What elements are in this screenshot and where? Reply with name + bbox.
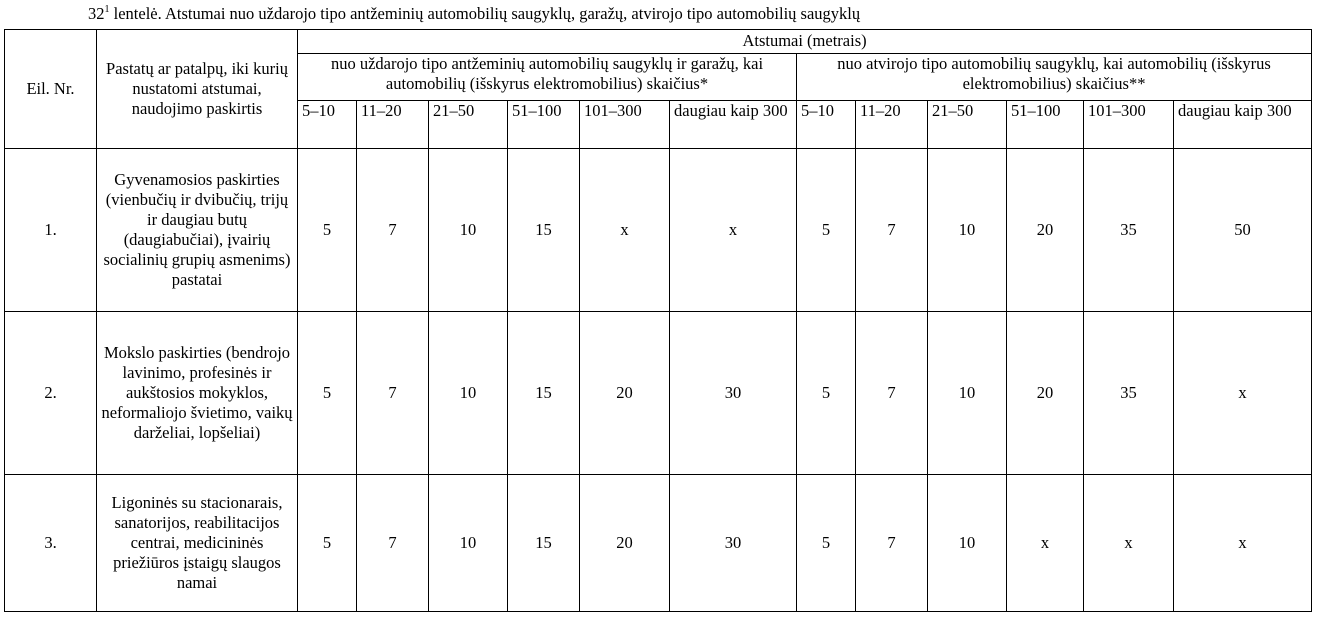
header-open-range: 5–10 bbox=[797, 101, 856, 149]
closed-value: x bbox=[670, 149, 797, 312]
table-row bbox=[5, 475, 1312, 612]
open-value: 35 bbox=[1084, 149, 1174, 312]
header-eil-nr: Eil. Nr. bbox=[5, 30, 97, 149]
closed-value: 10 bbox=[429, 312, 508, 475]
header-open-range: 11–20 bbox=[856, 101, 928, 149]
open-value: 10 bbox=[928, 312, 1007, 475]
closed-value: 5 bbox=[298, 312, 357, 475]
closed-value: 7 bbox=[357, 475, 429, 612]
header-closed-range: 21–50 bbox=[429, 101, 508, 149]
open-value: x bbox=[1007, 475, 1084, 612]
caption-text: lentelė. Atstumai nuo uždarojo tipo antžeminių automobilių saugyklų, garažų, atvirojo tipo automobilių saugyklų bbox=[109, 4, 861, 23]
table-row bbox=[5, 312, 1312, 475]
open-value: 7 bbox=[856, 475, 928, 612]
open-value: 35 bbox=[1084, 312, 1174, 475]
row-number: 2. bbox=[5, 312, 97, 475]
header-closed-group: nuo uždarojo tipo antžeminių automobilių saugyklų ir garažų, kai automobilių (išskyrus elektromobilius) skaičius* bbox=[298, 54, 797, 101]
caption-number: 32 bbox=[88, 4, 105, 23]
row-number: 1. bbox=[5, 149, 97, 312]
open-value: 20 bbox=[1007, 312, 1084, 475]
header-open-range: 21–50 bbox=[928, 101, 1007, 149]
header-open-range: 101–300 bbox=[1084, 101, 1174, 149]
closed-value: 10 bbox=[429, 475, 508, 612]
row-object: Ligoninės su stacionarais, sanatorijos, reabilitacijos centrai, medicininės priežiūros įstaigų slaugos namai bbox=[97, 475, 298, 612]
closed-value: 30 bbox=[670, 475, 797, 612]
open-value: x bbox=[1174, 475, 1312, 612]
closed-value: 7 bbox=[357, 312, 429, 475]
table-row bbox=[5, 149, 1312, 312]
closed-value: 5 bbox=[298, 149, 357, 312]
header-open-range: daugiau kaip 300 bbox=[1174, 101, 1312, 149]
open-value: 5 bbox=[797, 149, 856, 312]
open-value: 7 bbox=[856, 149, 928, 312]
header-distances: Atstumai (metrais) bbox=[298, 30, 1312, 54]
row-object: Mokslo paskirties (bendrojo lavinimo, profesinės ir aukštosios mokyklos, neformaliojo švietimo, vaikų darželiai, lopšeliai) bbox=[97, 312, 298, 475]
closed-value: 15 bbox=[508, 149, 580, 312]
open-value: 20 bbox=[1007, 149, 1084, 312]
closed-value: 20 bbox=[580, 475, 670, 612]
open-value: 10 bbox=[928, 149, 1007, 312]
closed-value: x bbox=[580, 149, 670, 312]
closed-value: 15 bbox=[508, 312, 580, 475]
header-closed-range: 51–100 bbox=[508, 101, 580, 149]
caption-superscript: 1 bbox=[104, 4, 110, 15]
open-value: 10 bbox=[928, 475, 1007, 612]
open-value: 50 bbox=[1174, 149, 1312, 312]
header-closed-range: 5–10 bbox=[298, 101, 357, 149]
open-value: 7 bbox=[856, 312, 928, 475]
closed-value: 15 bbox=[508, 475, 580, 612]
closed-value: 5 bbox=[298, 475, 357, 612]
open-value: 5 bbox=[797, 475, 856, 612]
header-closed-range: 101–300 bbox=[580, 101, 670, 149]
table-caption bbox=[88, 4, 860, 24]
closed-value: 20 bbox=[580, 312, 670, 475]
distances-table bbox=[4, 29, 1312, 612]
header-open-group: nuo atvirojo tipo automobilių saugyklų, kai automobilių (išskyrus elektromobilius) skaičius** bbox=[797, 54, 1312, 101]
row-number: 3. bbox=[5, 475, 97, 612]
header-closed-range: daugiau kaip 300 bbox=[670, 101, 797, 149]
open-value: 5 bbox=[797, 312, 856, 475]
open-value: x bbox=[1174, 312, 1312, 475]
closed-value: 7 bbox=[357, 149, 429, 312]
closed-value: 30 bbox=[670, 312, 797, 475]
header-object: Pastatų ar patalpų, iki kurių nustatomi atstumai, naudojimo paskirtis bbox=[97, 30, 298, 149]
open-value: x bbox=[1084, 475, 1174, 612]
closed-value: 10 bbox=[429, 149, 508, 312]
row-object: Gyvenamosios paskirties (vienbučių ir dvibučių, trijų ir daugiau butų (daugiabučiai), įvairių socialinių grupių asmenims) pastatai bbox=[97, 149, 298, 312]
header-open-range: 51–100 bbox=[1007, 101, 1084, 149]
header-closed-range: 11–20 bbox=[357, 101, 429, 149]
